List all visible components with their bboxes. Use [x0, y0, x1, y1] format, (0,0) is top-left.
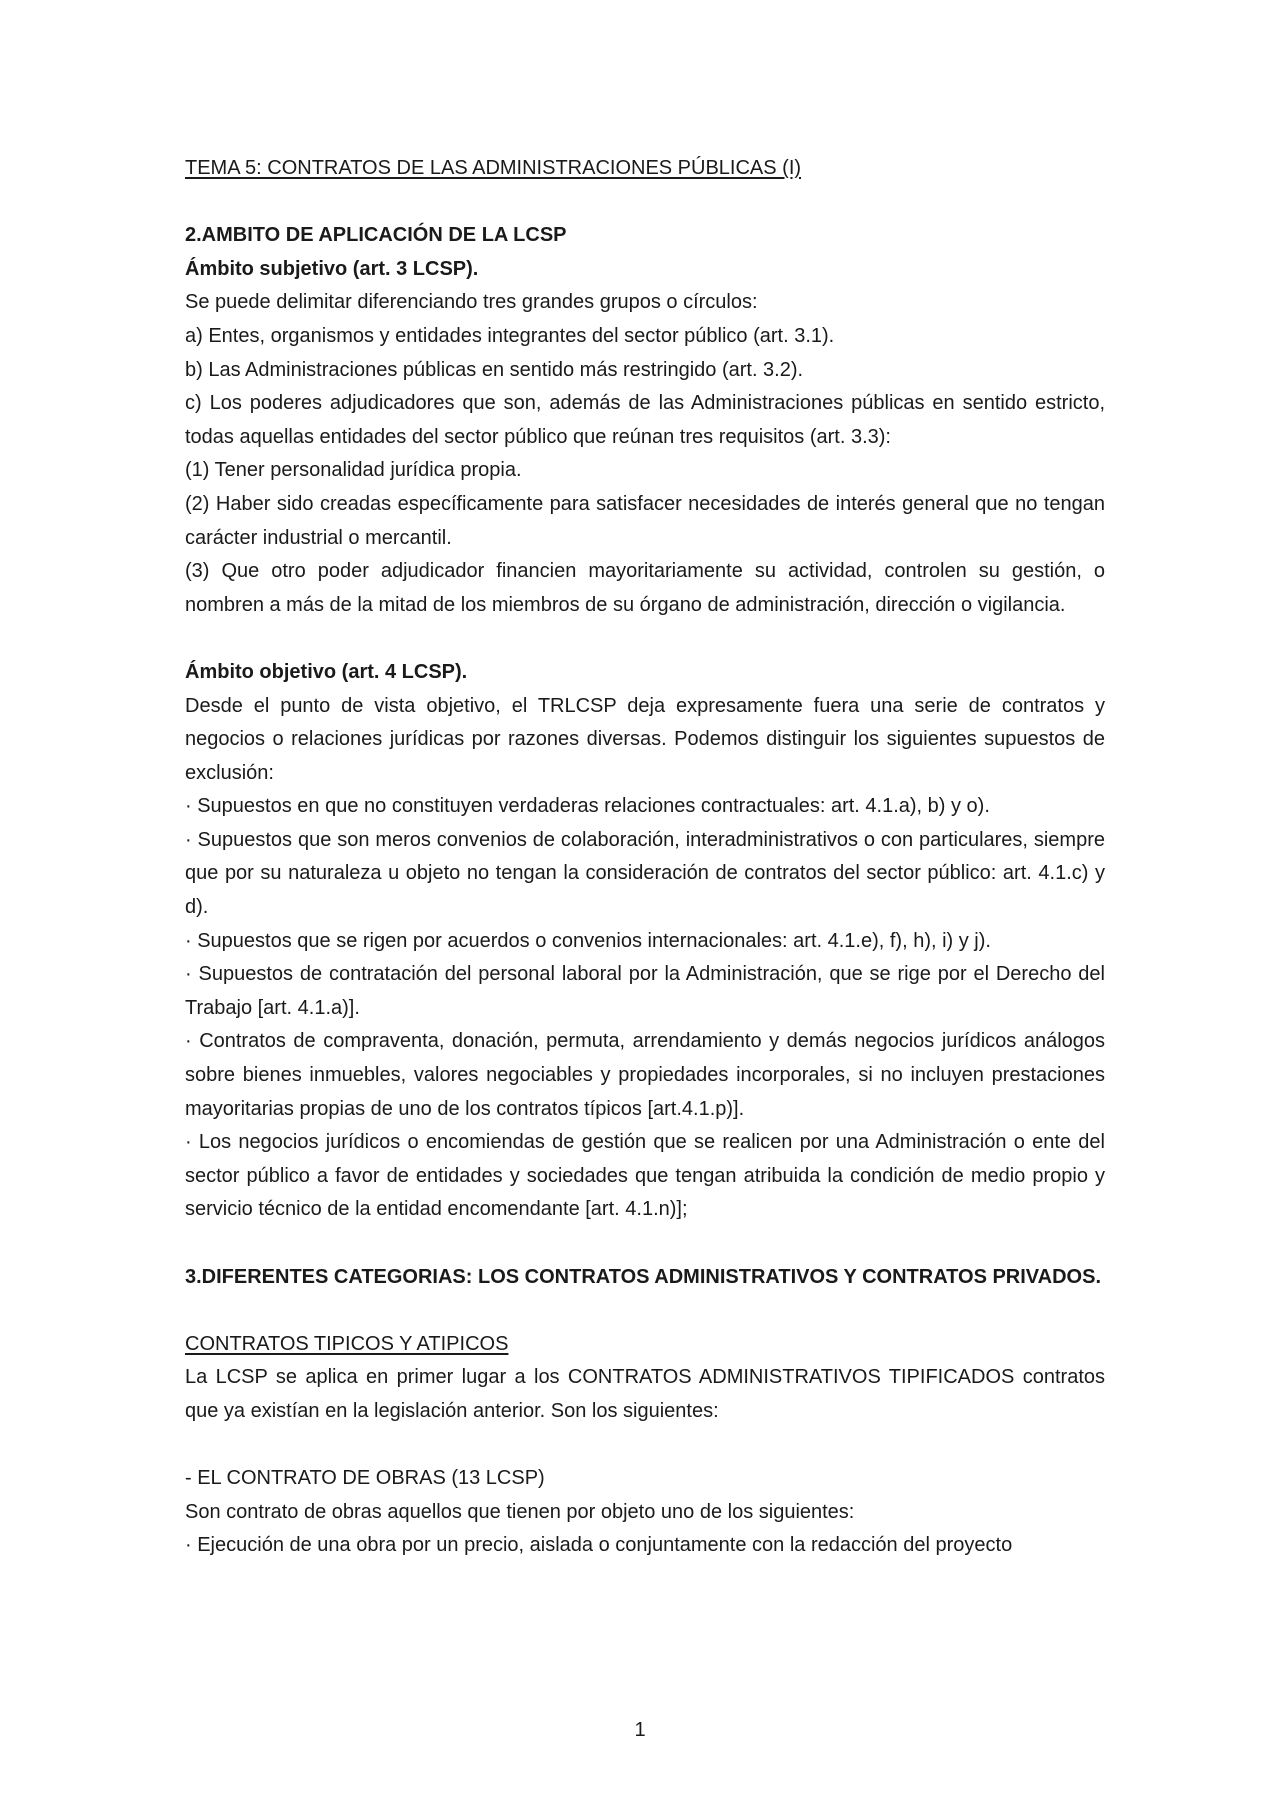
list-item: · Supuestos que son meros convenios de colaboración, interadministrativos o con particulares, siempre que por su naturaleza u objeto no tengan la consideración de contratos del sector público: art. 4.1.c) y d). — [185, 828, 1105, 919]
document-title: TEMA 5: CONTRATOS DE LAS ADMINISTRACIONES PÚBLICAS (I) — [185, 157, 802, 179]
section-heading: 3.DIFERENTES CATEGORIAS: LOS CONTRATOS ADMINISTRATIVOS Y CONTRATOS PRIVADOS. — [185, 1265, 1101, 1288]
list-item: · Los negocios jurídicos o encomiendas de gestión que se realicen por una Administración o ente del sector público a favor de entidades y sociedades que tengan atribuida la condición de medio propio y servicio técnico de la entidad encomendante [art. 4.1.n)]; — [185, 1131, 1105, 1221]
paragraph: Son contrato de obras aquellos que tienen por objeto uno de los siguientes: — [185, 1500, 855, 1523]
subsection-heading: Ámbito objetivo (art. 4 LCSP). — [185, 660, 468, 683]
paragraph: La LCSP se aplica en primer lugar a los CONTRATOS ADMINISTRATIVOS TIPIFICADOS contratos que ya existían en la legislación anterior. Son los siguientes: — [185, 1366, 1105, 1422]
spacer — [185, 1294, 1105, 1328]
spacer — [185, 1429, 1105, 1463]
subsection-heading: Ámbito subjetivo (art. 3 LCSP). — [185, 257, 479, 280]
subsection-heading: CONTRATOS TIPICOS Y ATIPICOS — [185, 1332, 509, 1355]
paragraph: Se puede delimitar diferenciando tres grandes grupos o círculos: — [185, 291, 758, 314]
paragraph: Desde el punto de vista objetivo, el TRLCSP deja expresamente fuera una serie de contratos y negocios o relaciones jurídicas por razones diversas. Podemos distinguir los siguientes supuestos de exclusión: — [185, 694, 1105, 784]
list-item: c) Los poderes adjudicadores que son, además de las Administraciones públicas en sentido estricto, todas aquellas entidades del sector público que reúnan tres requisitos (art. 3.3): — [185, 392, 1105, 448]
spacer — [185, 186, 1105, 220]
subsection-heading: - EL CONTRATO DE OBRAS (13 LCSP) — [185, 1467, 545, 1490]
spacer — [185, 622, 1105, 656]
spacer — [185, 1227, 1105, 1261]
list-item: · Contratos de compraventa, donación, permuta, arrendamiento y demás negocios jurídicos análogos sobre bienes inmuebles, valores negociables y propiedades incorporales, si no incluyen prestaciones mayoritarias propias de uno de los contratos típicos [art.4.1.p)]. — [185, 1030, 1105, 1120]
list-item: (3) Que otro poder adjudicador financien mayoritariamente su actividad, controlen su gestión, o nombren a más de la mitad de los miembros de su órgano de administración, dirección o vigilancia. — [185, 560, 1105, 616]
list-item: · Ejecución de una obra por un precio, aislada o conjuntamente con la redacción del proyecto — [185, 1534, 1013, 1557]
list-item: · Supuestos de contratación del personal laboral por la Administración, que se rige por el Derecho del Trabajo [art. 4.1.a)]. — [185, 963, 1105, 1019]
list-item: b) Las Administraciones públicas en sentido más restringido (art. 3.2). — [185, 358, 804, 381]
list-item: · Supuestos que se rigen por acuerdos o convenios internacionales: art. 4.1.e), f), h), i) y j). — [185, 929, 991, 952]
list-item: · Supuestos en que no constituyen verdaderas relaciones contractuales: art. 4.1.a), b) y o). — [185, 795, 990, 818]
section-heading: 2.AMBITO DE APLICACIÓN DE LA LCSP — [185, 224, 567, 247]
document-body — [185, 152, 1105, 1563]
list-item: a) Entes, organismos y entidades integrantes del sector público (art. 3.1). — [185, 324, 835, 347]
page-number: 1 — [634, 1719, 646, 1741]
list-item: (2) Haber sido creadas específicamente para satisfacer necesidades de interés general que no tengan carácter industrial o mercantil. — [185, 492, 1105, 549]
list-item: (1) Tener personalidad jurídica propia. — [185, 459, 522, 482]
